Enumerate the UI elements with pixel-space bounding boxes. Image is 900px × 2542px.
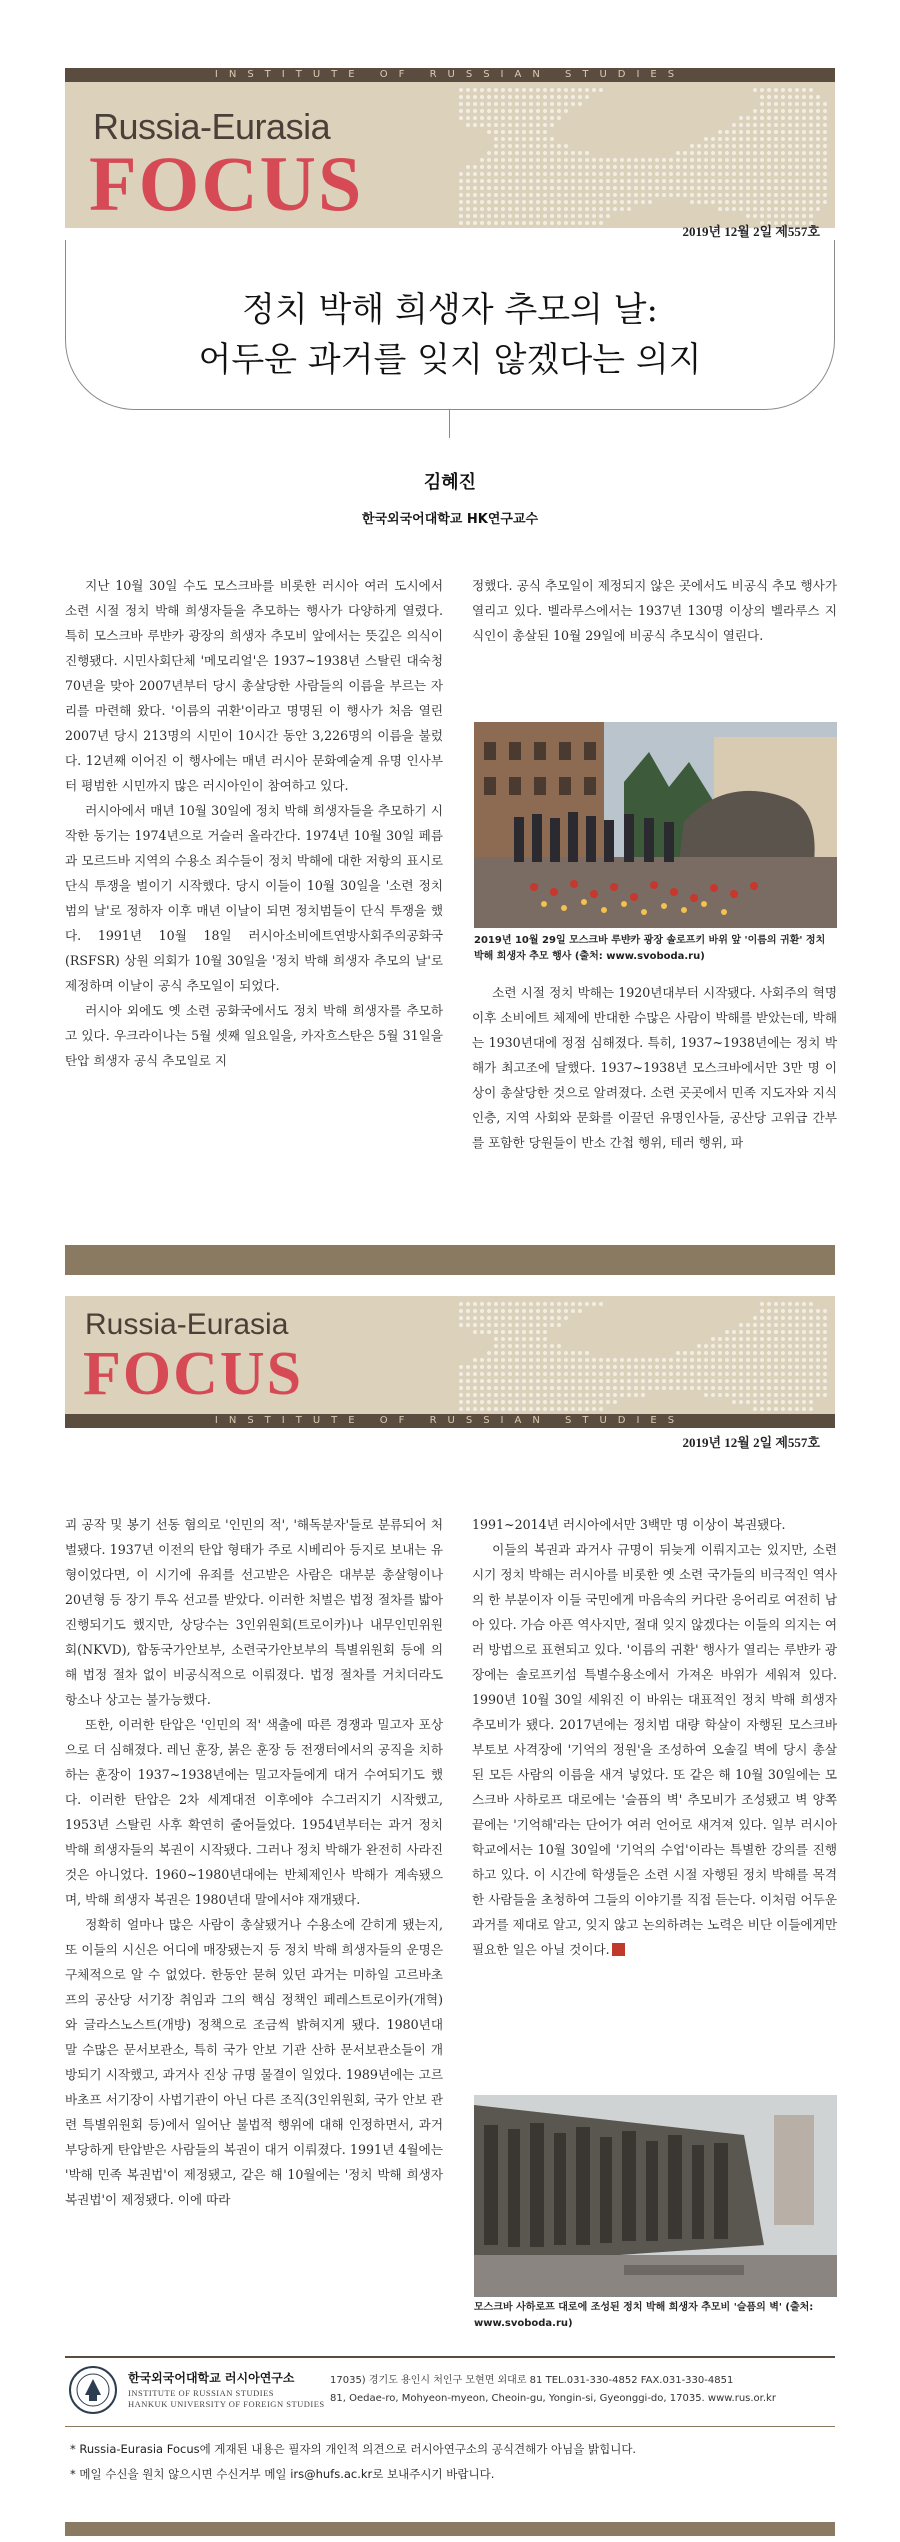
english-name-line-1: INSTITUTE OF RUSSIAN STUDIES — [128, 2388, 274, 2398]
footer-rule-thin — [65, 2426, 835, 2427]
masthead — [65, 82, 835, 228]
photo-lubyanka-memorial — [474, 722, 837, 928]
address-english: 81, Oedae-ro, Mohyeon-myeon, Cheoin-gu, Yongin-si, Gyeonggi-do, 17035. www.rus.or.kr — [330, 2393, 776, 2404]
paragraph — [472, 1537, 837, 1962]
paragraph: 소련 시절 정치 박해는 1920년대부터 시작됐다. 사회주의 혁명 이후 소비에트 체제에 반대한 수많은 사람이 박해를 받았는데, 박해는 1930년대에 정점 심해졌다. 특히, 1937~1938년에는 정치 박해가 최고조에 달했다. 1937~1938년 모스크바에서만 3만 명 이상이 총살당한 것으로 알려졌다. 소련 곳곳에서 민족 지도자와 지식인층, 지역 사회와 문화를 이끌던 유명인사들, 공산당 고위급 간부를 포함한 당원들이 반소 간첩 행위, 테러 행위, 파 — [472, 985, 837, 1150]
title-line-1: 정치 박해 희생자 추모의 날: — [242, 290, 658, 330]
unsubscribe-note: * 메일 수신을 원치 않으시면 수신거부 메일 irs@hufs.ac.kr로 보내주시기 바랍니다. — [70, 2467, 495, 2481]
footer-rule — [65, 2356, 835, 2358]
logo-focus: FOCUS — [83, 1340, 304, 1408]
page1-right-column-bottom — [472, 980, 837, 1155]
world-map-dots — [455, 1296, 835, 1414]
world-map-dots — [455, 82, 835, 228]
photo-wall-of-grief — [474, 2095, 837, 2297]
paragraph: 괴 공작 및 봉기 선동 혐의로 '인민의 적', '해독분자'들로 분류되어 처벌됐다. 1937년 이전의 탄압 형태가 주로 시베리아 등지로 보내는 유형이었다면, 이 시기에 유죄를 선고받은 사람은 대부분 총살형이나 20년형 등 장기 투옥 선고를 받았다. 이러한 처벌은 법정 절차를 밟아 진행되기도 했지만, 상당수는 3인위원회(트로이카)나 내무인민위원회(NKVD), 합동국가안보부, 소련국가안보부의 특별위원회 등에 의해 법정 절차 없이 비공식적으로 이뤄졌다. 법정 절차를 거치더라도 항소나 상고는 불가능했다. — [65, 1517, 443, 1707]
address-korean: 17035) 경기도 용인시 처인구 모현면 외대로 81 TEL.031-330-4852 FAX.031-330-4851 — [330, 2375, 734, 2386]
author-affiliation: 한국외국어대학교 HK연구교수 — [361, 512, 539, 527]
institute-name: INSTITUTE OF RUSSIAN STUDIES — [65, 1414, 835, 1428]
issue-info: 2019년 12월 2일 제557호 — [682, 1435, 820, 1450]
title-line-2: 어두운 과거를 잊지 않겠다는 의지 — [198, 340, 702, 380]
article-title — [65, 285, 835, 385]
paragraph-text: 이들의 복권과 과거사 규명이 뒤늦게 이뤄지고는 있지만, 소련 시기 정치 박해는 러시아를 비롯한 옛 소련 국가들의 비극적인 역사의 한 부분이자 이들 국민에게 마음속의 커다란 응어리로 여전히 남아 있다. 가슴 아픈 역사지만, 절대 잊지 않겠다는 이들의 의지는 여러 방법으로 표현되고 있다. '이름의 귀환' 행사가 열리는 루뱐카 광장에는 솔로프키섬 특별수용소에서 가져온 바위가 세워져 있다. 1990년 10월 30일 세워진 이 바위는 대표적인 정치 박해 희생자 추모비가 됐다. 2017년에는 정치범 대량 학살이 자행된 모스크바 부토보 사격장에 '기억의 정원'을 조성하여 오솔길 벽에 당시 총살된 모든 사람의 이름을 새겨 넣었다. 또 같은 해 10월 30일에는 모스크바 사하로프 대로에는 '슬픔의 벽' 추모비가 조성됐고 벽 양쪽 끝에는 '기억해'라는 단어가 여러 언어로 새겨져 있다. 일부 러시아 학교에서는 10월 30일에 '기억의 수업'이라는 특별한 강의를 진행하고 있다. 이 시간에 학생들은 소련 시절 자행된 정치 박해를 목격한 사람들을 초청하여 그들의 이야기를 직접 듣는다. 이처럼 어두운 과거를 제대로 알고, 잊지 않고 논의하려는 노력은 비단 이들에게만 필요한 일은 아닐 것이다. — [472, 1542, 837, 1957]
paragraph: 러시아 외에도 옛 소련 공화국에서도 정치 박해 희생자를 추모하고 있다. 우크라이나는 5월 셋째 일요일을, 카자흐스탄은 5월 31일을 탄압 희생자 공식 추모일로 지 — [65, 1003, 443, 1068]
disclaimer-note: * Russia-Eurasia Focus에 게재된 내용은 필자의 개인적 의견으로 러시아연구소의 공식견해가 아님을 밝힙니다. — [70, 2442, 637, 2456]
end-mark-icon — [612, 1943, 625, 1956]
page-divider — [65, 1245, 835, 1275]
logo-russia-eurasia: Russia-Eurasia — [85, 1308, 289, 1341]
issue-info: 2019년 12월 2일 제557호 — [682, 224, 820, 239]
page1-left-column — [65, 573, 443, 1073]
title-connector — [449, 410, 450, 438]
logo-focus: FOCUS — [89, 140, 364, 227]
paragraph: 1991~2014년 러시아에서만 3백만 명 이상이 복권됐다. — [472, 1517, 786, 1532]
bottom-bar — [65, 2522, 835, 2536]
paragraph: 또한, 이러한 탄압은 '인민의 적' 색출에 따른 경쟁과 밀고자 포상으로 더 심해졌다. 레닌 훈장, 붉은 훈장 등 전쟁터에서의 공직을 치하하는 훈장이 1937~1938년에는 밀고자들에게 대거 수여되기도 했다. 이러한 탄압은 2차 세계대전 이후에야 수그러지기 시작했고, 1953년 스탈린 사후 확연히 줄어들었다. 1954년부터는 과거 정치 박해 희생자들의 복권이 시작됐다. 그러나 정치 박해가 완전히 사라진 것은 아니었다. 1960~1980년대에는 반체제인사 박해가 계속됐으며, 박해 희생자 복권은 1980년대 말에서야 재개됐다. — [65, 1717, 443, 1907]
university-seal-icon — [68, 2365, 118, 2415]
page1-right-column-top — [472, 573, 837, 648]
paragraph: 정했다. 공식 추모일이 제정되지 않은 곳에서도 비공식 추모 행사가 열리고 있다. 벨라루스에서는 1937년 130명 이상의 벨라루스 지식인이 총살된 10월 29일에 비공식 추모식이 열린다. — [472, 578, 837, 643]
photo-caption: 2019년 10월 29일 모스크바 루뱐카 광장 솔로프키 바위 앞 '이름의 귀환' 정치 박해 희생자 추모 행사 (출처: www.svoboda.ru) — [474, 935, 826, 962]
page2-right-column — [472, 1512, 837, 1962]
institute-english-name — [128, 2388, 325, 2410]
paragraph: 러시아에서 매년 10월 30일에 정치 박해 희생자들을 추모하기 시작한 동기는 1974년으로 거슬러 올라간다. 1974년 10월 30일 페름과 모르드바 지역의 수용소 죄수들이 정치 박해에 대한 저항의 표시로 단식 투쟁을 벌이기 시작했다. 당시 이들이 10월 30일을 '소련 정치범의 날'로 정하자 이후 매년 이날이 되면 정치범들이 단식 투쟁을 했다. 1991년 10월 18일 러시아소비에트연방사회주의공화국(RSFSR) 상원 의회가 10월 30일을 '정치 박해 희생자 추모의 날'로 제정하며 이날이 공식 추모일이 되었다. — [65, 803, 443, 993]
masthead-page2 — [65, 1296, 835, 1414]
paragraph: 정확히 얼마나 많은 사람이 총살됐거나 수용소에 갇히게 됐는지, 또 이들의 시신은 어디에 매장됐는지 등 정치 박해 희생자들의 운명은 구체적으로 알 수 없었다. 한동안 묻혀 있던 과거는 미하일 고르바초프의 공산당 서기장 취임과 그의 핵심 정책인 페레스트로이카(개혁)와 글라스노스트(개방) 정책으로 조금씩 밝혀지게 됐다. 1980년대 말 수많은 문서보관소, 특히 국가 안보 기관 산하 문서보관소들이 개방되기 시작했고, 과거사 진상 규명 물결이 일었다. 1989년에는 고르바초프 서기장이 사법기관이 아닌 다른 조직(3인위원회, 국가 안보 관련 특별위원회 등)에서 일어난 불법적 행위에 대해 인정하면서, 과거 부당하게 탄압받은 사람들의 복권이 대거 이뤄졌다. 1991년 4월에는 '박해 민족 복권법'이 제정됐고, 같은 해 10월에는 '정치 박해 희생자 복권법'이 제정됐다. 이에 따라 — [65, 1917, 443, 2207]
author-name: 김혜진 — [423, 472, 477, 493]
paragraph: 지난 10월 30일 수도 모스크바를 비롯한 러시아 여러 도시에서 소련 시절 정치 박해 희생자들을 추모하는 행사가 다양하게 열렸다. 특히 모스크바 루뱐카 광장의 희생자 추모비 앞에서는 뜻깊은 의식이 진행됐다. 시민사회단체 '메모리얼'은 1937~1938년 스탈린 대숙청 70년을 맞아 2007년부터 당시 총살당한 사람들의 이름을 부르는 자리를 마련해 왔다. '이름의 귀환'이라고 명명된 이 행사가 처음 열린 2007년 당시 213명의 시민이 10시간 동안 3,226명의 이름을 불렀다. 12년째 이어진 이 행사에는 매년 러시아 문화예술계 유명 인사부터 평범한 시민까지 많은 러시아인이 참여하고 있다. — [65, 578, 443, 793]
institute-name: INSTITUTE OF RUSSIAN STUDIES — [214, 69, 686, 80]
english-name-line-2: HANKUK UNIVERSITY OF FOREIGN STUDIES — [128, 2399, 325, 2409]
logo-russia-eurasia: Russia-Eurasia — [93, 106, 331, 147]
institute-korean-name: 한국외국어대학교 러시아연구소 — [128, 2371, 295, 2385]
page2-left-column — [65, 1512, 443, 2212]
photo-caption: 모스크바 사하로프 대로에 조성된 정치 박해 희생자 추모비 '슬픔의 벽' (출처: www.svoboda.ru) — [474, 2302, 814, 2329]
